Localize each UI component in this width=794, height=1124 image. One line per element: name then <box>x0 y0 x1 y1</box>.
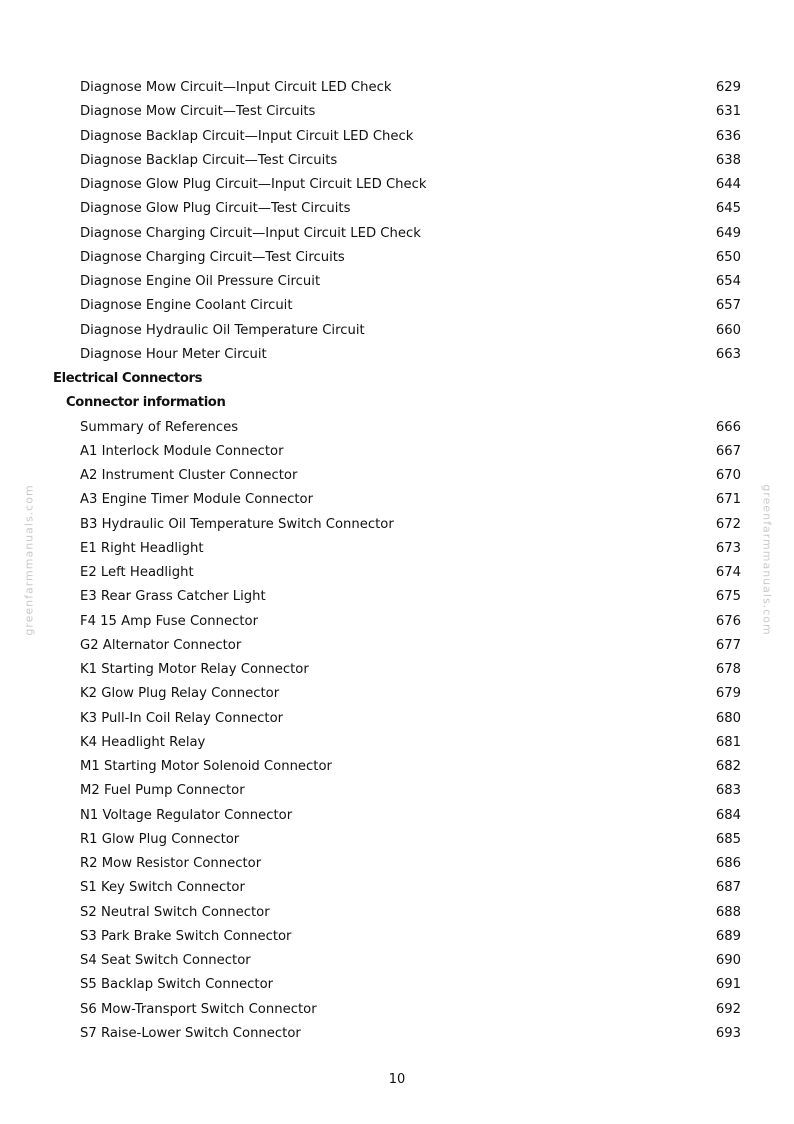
toc-entry-page: 690 <box>715 953 741 968</box>
toc-entry-page: 672 <box>715 516 741 532</box>
toc-entry[interactable] <box>0 998 794 1022</box>
toc-entry-page: 638 <box>715 152 741 168</box>
table-of-contents <box>0 76 794 1046</box>
toc-entry-title: G2 Alternator Connector <box>80 637 242 653</box>
toc-entry-page: 682 <box>715 759 741 774</box>
toc-entry[interactable] <box>0 901 794 925</box>
toc-entry[interactable] <box>0 634 794 658</box>
toc-entry-page: 678 <box>715 662 741 677</box>
toc-entry[interactable] <box>0 294 794 318</box>
toc-entry[interactable] <box>0 876 794 900</box>
toc-entry-page: 673 <box>715 540 741 556</box>
toc-entry-title: Diagnose Glow Plug Circuit—Input Circuit LED Check <box>80 177 427 192</box>
toc-entry-title: E2 Left Headlight <box>80 565 194 580</box>
toc-entry[interactable] <box>0 197 794 221</box>
toc-entry[interactable] <box>0 755 794 779</box>
toc-entry[interactable] <box>0 76 794 100</box>
toc-entry[interactable] <box>0 852 794 876</box>
toc-entry[interactable] <box>0 416 794 440</box>
toc-entry-page: 677 <box>715 637 741 653</box>
toc-entry-title: Diagnose Charging Circuit—Input Circuit LED Check <box>80 225 421 241</box>
toc-entry-title: K4 Headlight Relay <box>80 734 206 750</box>
toc-entry-title: S6 Mow-Transport Switch Connector <box>80 1001 317 1017</box>
toc-entry-title: Diagnose Backlap Circuit—Test Circuits <box>80 152 338 168</box>
toc-entry-page: 631 <box>715 104 741 120</box>
toc-entry-title: S1 Key Switch Connector <box>80 880 245 896</box>
toc-entry-title: E1 Right Headlight <box>80 540 204 556</box>
toc-entry[interactable] <box>0 270 794 294</box>
toc-entry[interactable] <box>0 464 794 488</box>
toc-entry[interactable] <box>0 925 794 949</box>
toc-entry-page: 693 <box>715 1025 741 1041</box>
toc-entry-title: K3 Pull-In Coil Relay Connector <box>80 710 284 726</box>
toc-entry-page: 686 <box>715 856 741 871</box>
toc-entry[interactable] <box>0 779 794 803</box>
toc-entry-title: Diagnose Mow Circuit—Test Circuits <box>80 104 316 120</box>
toc-entry-page: 670 <box>715 468 741 483</box>
toc-entry[interactable] <box>0 100 794 124</box>
toc-entry-page: 660 <box>715 322 741 338</box>
toc-entry-title: R1 Glow Plug Connector <box>80 831 240 847</box>
toc-entry-title: E3 Rear Grass Catcher Light <box>80 589 266 605</box>
toc-entry-title: M2 Fuel Pump Connector <box>80 783 245 799</box>
toc-entry-title: F4 15 Amp Fuse Connector <box>80 613 258 629</box>
toc-entry[interactable] <box>0 731 794 755</box>
toc-entry[interactable] <box>0 440 794 464</box>
toc-entry-title: S5 Backlap Switch Connector <box>80 977 274 993</box>
toc-entry-title: S2 Neutral Switch Connector <box>80 904 270 920</box>
toc-entry-page: 692 <box>715 1001 741 1017</box>
toc-entry-page: 689 <box>715 928 741 944</box>
toc-entry-page: 684 <box>715 807 741 823</box>
toc-entry-page: 649 <box>715 225 741 241</box>
toc-entry-title: Diagnose Mow Circuit—Input Circuit LED Check <box>80 80 392 95</box>
toc-entry-page: 663 <box>715 346 741 362</box>
toc-entry-page: 674 <box>715 565 741 580</box>
toc-entry-title: S7 Raise-Lower Switch Connector <box>80 1025 301 1041</box>
toc-entry-title: S3 Park Brake Switch Connector <box>80 928 292 944</box>
toc-entry[interactable] <box>0 513 794 537</box>
toc-entry-title: R2 Mow Resistor Connector <box>80 856 262 871</box>
toc-entry[interactable] <box>0 125 794 149</box>
toc-entry-page: 654 <box>715 274 741 289</box>
toc-entry-page: 683 <box>715 783 741 799</box>
toc-entry[interactable] <box>0 173 794 197</box>
toc-entry-page: 687 <box>715 880 741 896</box>
toc-entry[interactable] <box>0 610 794 634</box>
toc-entry[interactable] <box>0 804 794 828</box>
toc-entry-title: M1 Starting Motor Solenoid Connector <box>80 759 332 774</box>
toc-entry[interactable] <box>0 949 794 973</box>
toc-entry[interactable] <box>0 343 794 367</box>
toc-entry-title: K1 Starting Motor Relay Connector <box>80 662 309 677</box>
toc-entry-title: Electrical Connectors <box>53 371 203 386</box>
toc-entry-page: 671 <box>715 492 741 508</box>
toc-entry[interactable] <box>0 319 794 343</box>
toc-entry-title: Summary of References <box>80 419 239 435</box>
toc-entry-page: 666 <box>715 419 741 435</box>
toc-entry-page: 667 <box>715 443 741 459</box>
toc-entry[interactable] <box>0 828 794 852</box>
toc-entry-title: K2 Glow Plug Relay Connector <box>80 686 280 702</box>
toc-entry[interactable] <box>0 561 794 585</box>
toc-entry[interactable] <box>0 222 794 246</box>
toc-entry[interactable] <box>0 149 794 173</box>
toc-entry-page: 685 <box>715 831 741 847</box>
toc-entry-title: A3 Engine Timer Module Connector <box>80 492 314 508</box>
toc-entry-title: N1 Voltage Regulator Connector <box>80 807 293 823</box>
toc-entry-title: B3 Hydraulic Oil Temperature Switch Connector <box>80 516 394 532</box>
toc-entry-page: 688 <box>715 904 741 920</box>
toc-entry[interactable] <box>0 1022 794 1046</box>
toc-entry[interactable] <box>0 246 794 270</box>
toc-entry-page: 645 <box>715 201 741 217</box>
toc-entry-title: Diagnose Hour Meter Circuit <box>80 346 267 362</box>
toc-entry-title: Diagnose Backlap Circuit—Input Circuit LED Check <box>80 128 414 144</box>
toc-entry[interactable] <box>0 488 794 512</box>
toc-entry-page: 681 <box>715 734 741 750</box>
toc-entry-title: Diagnose Hydraulic Oil Temperature Circuit <box>80 322 365 338</box>
toc-section-heading <box>0 367 794 391</box>
toc-entry-page: 679 <box>715 686 741 702</box>
toc-entry-title: S4 Seat Switch Connector <box>80 953 251 968</box>
toc-entry-title: Diagnose Engine Coolant Circuit <box>80 298 293 314</box>
toc-entry-page: 629 <box>715 80 741 95</box>
toc-entry-title: Diagnose Charging Circuit—Test Circuits <box>80 249 345 265</box>
watermark-right: greenfarmmanuals.com <box>760 484 774 636</box>
toc-entry[interactable] <box>0 707 794 731</box>
toc-entry-title: Diagnose Glow Plug Circuit—Test Circuits <box>80 201 351 217</box>
toc-entry-page: 675 <box>715 589 741 605</box>
toc-entry-page: 657 <box>715 298 741 314</box>
toc-entry-title: A1 Interlock Module Connector <box>80 443 284 459</box>
toc-entry[interactable] <box>0 537 794 561</box>
toc-entry-page: 691 <box>715 977 741 993</box>
toc-entry-page: 680 <box>715 710 741 726</box>
toc-entry-page: 636 <box>715 128 741 144</box>
toc-entry-page: 676 <box>715 613 741 629</box>
watermark-left: greenfarmmanuals.com <box>22 484 36 636</box>
toc-entry[interactable] <box>0 682 794 706</box>
toc-entry[interactable] <box>0 585 794 609</box>
toc-entry-title: Diagnose Engine Oil Pressure Circuit <box>80 274 321 289</box>
toc-entry[interactable] <box>0 658 794 682</box>
toc-subsection-heading <box>0 391 794 415</box>
toc-entry-title: A2 Instrument Cluster Connector <box>80 468 298 483</box>
toc-entry-title: Connector information <box>66 395 226 411</box>
toc-entry-page: 650 <box>715 249 741 265</box>
toc-entry-page: 644 <box>715 177 741 192</box>
toc-entry[interactable] <box>0 973 794 997</box>
page-number: 10 <box>388 1072 406 1087</box>
